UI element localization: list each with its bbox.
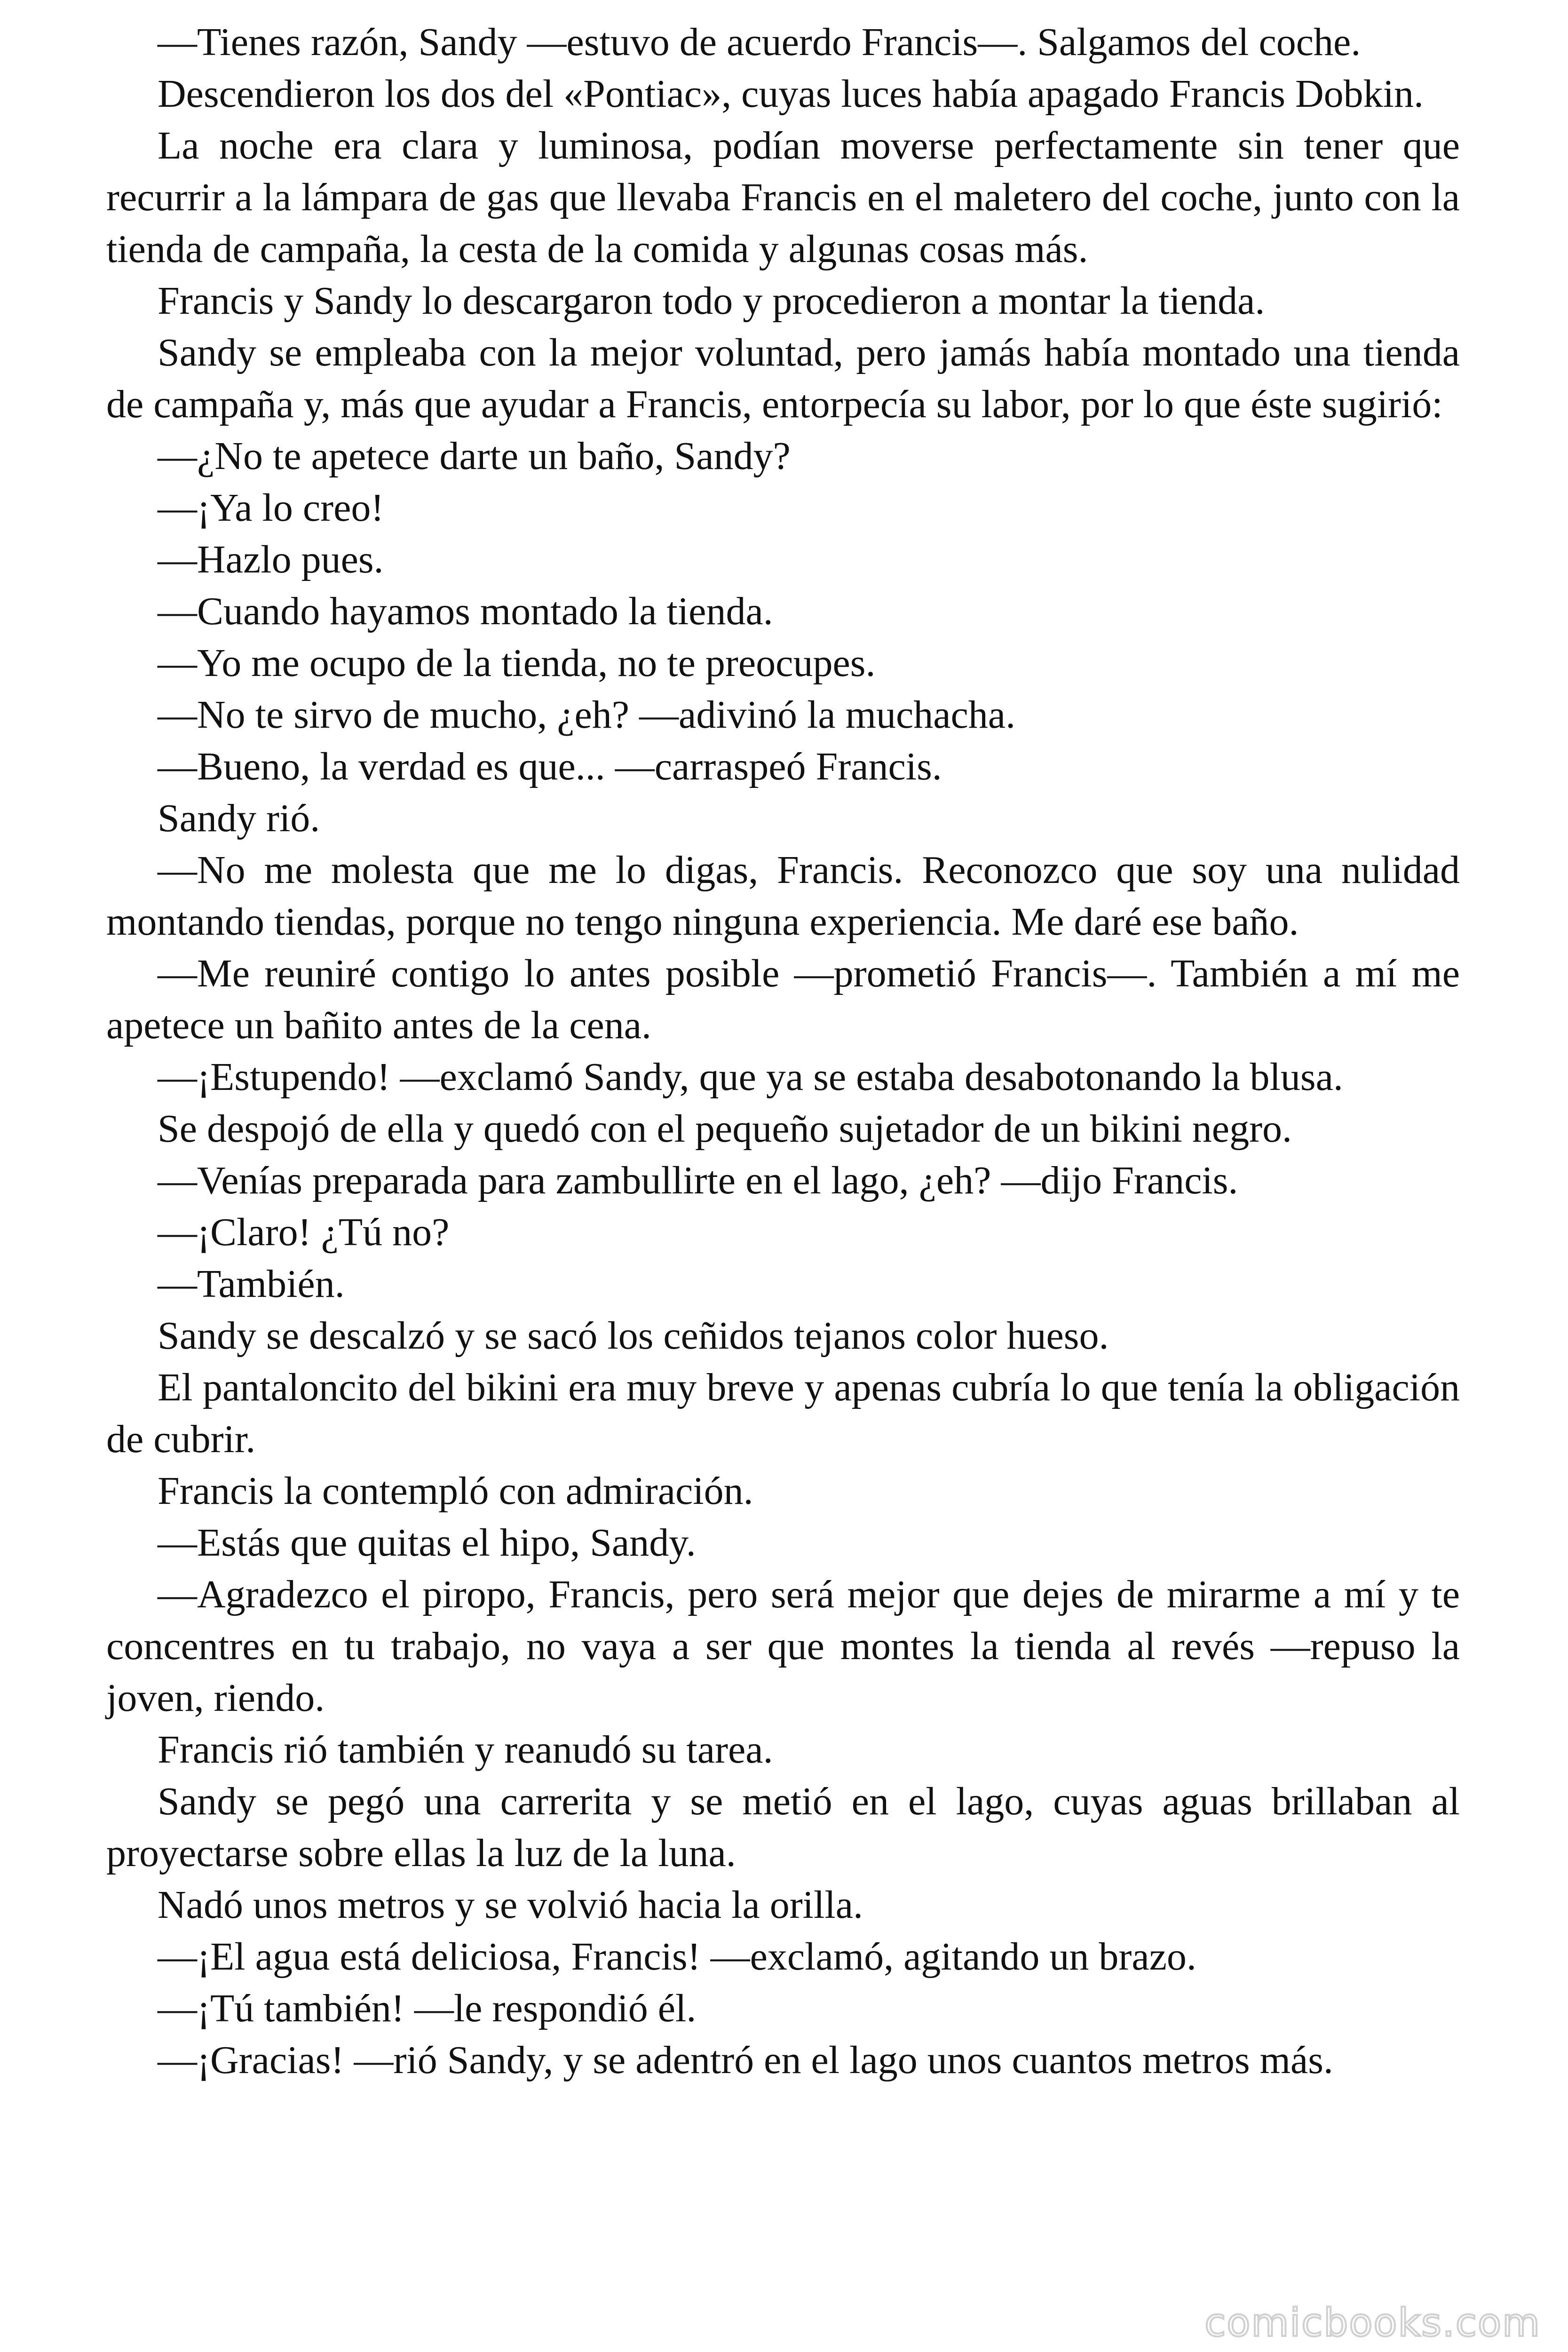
paragraph: —¡Gracias! —rió Sandy, y se adentró en el lago unos cuantos metros más. bbox=[158, 2038, 1333, 2082]
paragraph: —Agradezco el piropo, Francis, pero será mejor que dejes de mirarme a mí y te concentres en tu trabajo, no vaya a ser que montes la tienda al revés —repuso la joven, riendo. bbox=[106, 1573, 1460, 1720]
paragraph: Francis rió también y reanudó su tarea. bbox=[158, 1728, 773, 1772]
paragraph: Nadó unos metros y se volvió hacia la orilla. bbox=[158, 1883, 863, 1927]
paragraph: Sandy se pegó una carrerita y se metió en el lago, cuyas aguas brillaban al proyectarse sobre ellas la luz de la luna. bbox=[106, 1780, 1460, 1875]
paragraph: —También. bbox=[158, 1262, 345, 1306]
paragraph: Francis la contempló con admiración. bbox=[158, 1469, 753, 1513]
paragraph: —Estás que quitas el hipo, Sandy. bbox=[158, 1521, 696, 1565]
paragraph: —Cuando hayamos montado la tienda. bbox=[158, 589, 773, 633]
paragraph: —¡El agua está deliciosa, Francis! —exclamó, agitando un brazo. bbox=[158, 1935, 1196, 1979]
paragraph: —Venías preparada para zambullirte en el lago, ¿eh? —dijo Francis. bbox=[158, 1159, 1238, 1202]
paragraph: —Hazlo pues. bbox=[158, 538, 384, 581]
paragraph: Sandy se empleaba con la mejor voluntad, pero jamás había montado una tienda de campaña y, más que ayudar a Francis, entorpecía su labor, por lo que éste sugirió: bbox=[106, 331, 1460, 426]
paragraph: Francis y Sandy lo descargaron todo y procedieron a montar la tienda. bbox=[158, 279, 1265, 323]
paragraph: Sandy se descalzó y se sacó los ceñidos tejanos color hueso. bbox=[158, 1314, 1109, 1358]
paragraph: —No me molesta que me lo digas, Francis. Reconozco que soy una nulidad montando tiendas, porque no tengo ninguna experiencia. Me daré ese baño. bbox=[106, 848, 1460, 944]
page-text bbox=[106, 16, 1460, 2086]
paragraph: —¡Tú también! —le respondió él. bbox=[158, 1986, 697, 2030]
watermark-logo: comicbooks.com bbox=[1204, 2301, 1541, 2345]
paragraph: —¡Ya lo creo! bbox=[158, 486, 384, 530]
paragraph: —Tienes razón, Sandy —estuvo de acuerdo Francis—. Salgamos del coche. bbox=[158, 20, 1361, 64]
paragraph: —¡Claro! ¿Tú no? bbox=[158, 1210, 450, 1254]
paragraph: Se despojó de ella y quedó con el pequeño sujetador de un bikini negro. bbox=[158, 1107, 1292, 1151]
paragraph: —¿No te apetece darte un baño, Sandy? bbox=[158, 434, 791, 478]
paragraph: —No te sirvo de mucho, ¿eh? —adivinó la muchacha. bbox=[158, 693, 1016, 737]
paragraph: —Me reuniré contigo lo antes posible —prometió Francis—. También a mí me apetece un bañito antes de la cena. bbox=[106, 952, 1460, 1047]
paragraph: Sandy rió. bbox=[158, 796, 320, 840]
paragraph: Descendieron los dos del «Pontiac», cuyas luces había apagado Francis Dobkin. bbox=[158, 72, 1424, 116]
paragraph: La noche era clara y luminosa, podían moverse perfectamente sin tener que recurrir a la lámpara de gas que llevaba Francis en el maletero del coche, junto con la tienda de campaña, la cesta de la comida y algunas cosas más. bbox=[106, 124, 1460, 271]
paragraph: —¡Estupendo! —exclamó Sandy, que ya se estaba desabotonando la blusa. bbox=[158, 1055, 1343, 1099]
paragraph: El pantaloncito del bikini era muy breve y apenas cubría lo que tenía la obligación de cubrir. bbox=[106, 1366, 1460, 1461]
paragraph: —Yo me ocupo de la tienda, no te preocupes. bbox=[158, 641, 876, 685]
paragraph: —Bueno, la verdad es que... —carraspeó Francis. bbox=[158, 745, 942, 788]
